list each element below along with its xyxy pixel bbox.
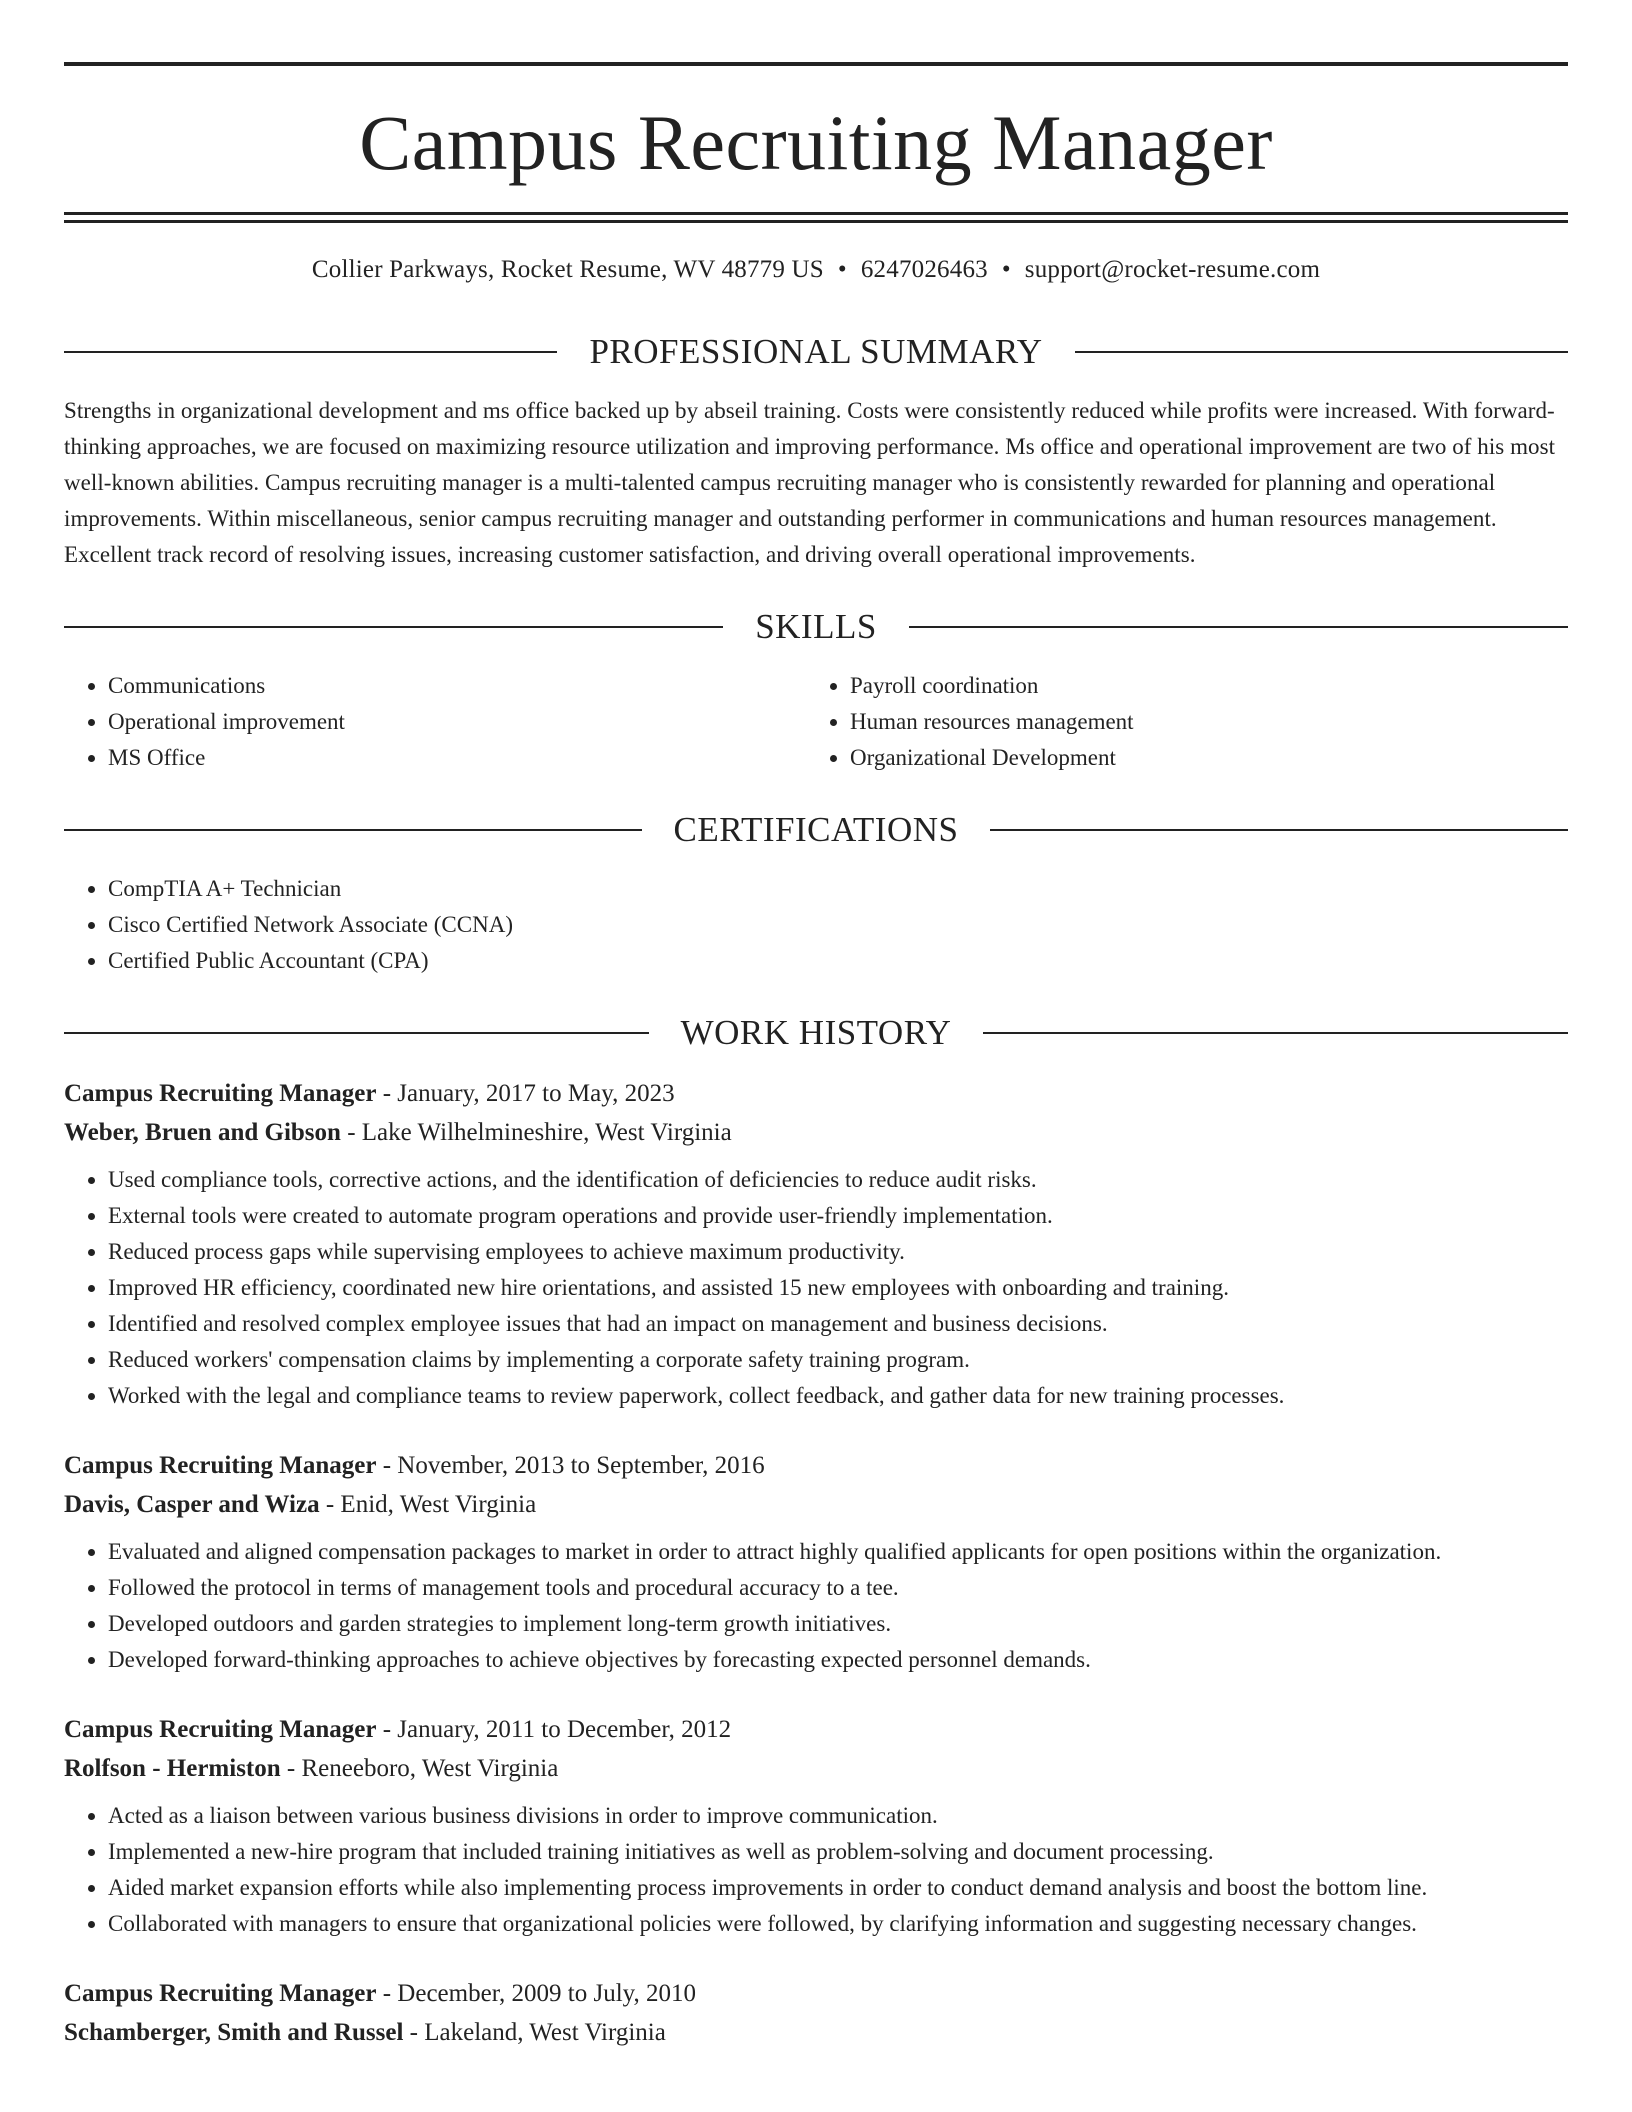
certification-item: • Cisco Certified Network Associate (CCNA): [108, 907, 1568, 943]
job-title-line: [64, 1710, 1568, 1749]
top-rule: [64, 62, 1568, 66]
job-bullet: • Reduced process gaps while supervising employees to achieve maximum productivity.: [108, 1234, 1568, 1270]
summary-text: Strengths in organizational development and ms office backed up by abseil training. Costs were consistently reduced while profits were increased. With forward-thinking approaches, we are focused on maximizing resource utilization and improving performance. Ms office and operational improvement are two of his most well-known abilities. Campus recruiting manager is a multi-talented campus recruiting manager who is consistently rewarded for planning and operational improvements. Within miscellaneous, senior campus recruiting manager and outstanding performer in communications and human resources management. Excellent track record of resolving issues, increasing customer satisfaction, and driving overall operational improvements.: [64, 398, 1556, 567]
section-title-certifications: CERTIFICATIONS: [673, 810, 959, 849]
job-location: - Lakeland, West Virginia: [403, 2019, 666, 2046]
job-entry: [64, 1446, 1568, 1678]
section-title-skills: SKILLS: [755, 607, 877, 646]
job-bullet: • External tools were created to automate program operations and provide user-friendly implementation.: [108, 1198, 1568, 1234]
job-company-line: [64, 2013, 1568, 2052]
divider-line: [64, 829, 642, 831]
divider-line: [990, 829, 1568, 831]
job-title: Campus Recruiting Manager: [64, 1980, 377, 2007]
job-bullet: • Collaborated with managers to ensure that organizational policies were followed, by clarifying information and suggesting necessary changes.: [108, 1906, 1568, 1942]
skills-list-left: [64, 668, 806, 776]
job-company-line: [64, 1749, 1568, 1788]
skills-grid: [64, 668, 1568, 776]
job-bullet: • Developed outdoors and garden strategies to implement long-term growth initiatives.: [108, 1606, 1568, 1642]
job-bullet: • Worked with the legal and compliance teams to review paperwork, collect feedback, and gather data for new training processes.: [108, 1378, 1568, 1414]
section-header-certifications: [64, 812, 1568, 847]
divider-line: [64, 351, 557, 353]
contact-email[interactable]: support@rocket-resume.com: [1024, 256, 1321, 283]
job-bullet: • Implemented a new-hire program that included training initiatives as well as problem-solving and document processing.: [108, 1834, 1568, 1870]
divider-line: [64, 1032, 649, 1034]
contact-separator: •: [1001, 256, 1011, 283]
skill-item: • Payroll coordination: [850, 668, 1548, 704]
job-title: Campus Recruiting Manager: [64, 1080, 377, 1107]
job-company: Schamberger, Smith and Russel: [64, 2019, 404, 2046]
job-dates: - December, 2009 to July, 2010: [376, 1980, 697, 2007]
job-bullet: • Used compliance tools, corrective actions, and the identification of deficiencies to reduce audit risks.: [108, 1162, 1568, 1198]
contact-separator: •: [837, 256, 847, 283]
job-bullets: [64, 1798, 1568, 1942]
job-company: Rolfson - Hermiston: [64, 1755, 281, 1782]
job-title-line: [64, 1974, 1568, 2013]
job-title-line: [64, 1446, 1568, 1485]
certifications-list: [64, 871, 1568, 979]
skills-list-right: [806, 668, 1548, 776]
job-bullets: [64, 1162, 1568, 1414]
section-title-work-history: WORK HISTORY: [680, 1013, 952, 1052]
job-entry: [64, 1074, 1568, 1414]
job-bullets: [64, 1534, 1568, 1678]
title-double-rule: [64, 212, 1568, 223]
skill-item: • Human resources management: [850, 704, 1548, 740]
job-company-line: [64, 1113, 1568, 1152]
divider-line: [983, 1032, 1568, 1034]
resume-title: Campus Recruiting Manager: [359, 99, 1273, 186]
section-header-skills: [64, 609, 1568, 644]
job-entry: [64, 1974, 1568, 2052]
divider-line: [64, 626, 723, 628]
section-header-summary: [64, 334, 1568, 369]
divider-line: [909, 626, 1568, 628]
job-company: Davis, Casper and Wiza: [64, 1491, 320, 1518]
job-entry: [64, 1710, 1568, 1942]
section-title-summary: PROFESSIONAL SUMMARY: [589, 332, 1043, 371]
certification-item: • Certified Public Accountant (CPA): [108, 943, 1568, 979]
job-bullet: • Acted as a liaison between various business divisions in order to improve communication.: [108, 1798, 1568, 1834]
job-title-line: [64, 1074, 1568, 1113]
job-dates: - January, 2011 to December, 2012: [376, 1716, 732, 1743]
job-bullet: • Identified and resolved complex employee issues that had an impact on management and business decisions.: [108, 1306, 1568, 1342]
job-bullet: • Aided market expansion efforts while also implementing process improvements in order to conduct demand analysis and boost the bottom line.: [108, 1870, 1568, 1906]
job-location: - Lake Wilhelmineshire, West Virginia: [340, 1119, 732, 1146]
job-company-line: [64, 1485, 1568, 1524]
job-company: Weber, Bruen and Gibson: [64, 1119, 341, 1146]
job-dates: - November, 2013 to September, 2016: [376, 1452, 765, 1479]
skill-item: • Communications: [108, 668, 806, 704]
job-bullet: • Reduced workers' compensation claims by implementing a corporate safety training program.: [108, 1342, 1568, 1378]
certification-item: • CompTIA A+ Technician: [108, 871, 1568, 907]
skill-item: • MS Office: [108, 740, 806, 776]
section-header-work-history: [64, 1015, 1568, 1050]
job-bullet: • Followed the protocol in terms of management tools and procedural accuracy to a tee.: [108, 1570, 1568, 1606]
job-dates: - January, 2017 to May, 2023: [376, 1080, 675, 1107]
job-bullet: • Developed forward-thinking approaches to achieve objectives by forecasting expected personnel demands.: [108, 1642, 1568, 1678]
job-location: - Enid, West Virginia: [319, 1491, 537, 1518]
skill-item: • Operational improvement: [108, 704, 806, 740]
skill-item: • Organizational Development: [850, 740, 1548, 776]
job-title: Campus Recruiting Manager: [64, 1716, 377, 1743]
divider-line: [1075, 351, 1568, 353]
job-bullet: • Evaluated and aligned compensation packages to market in order to attract highly qualified applicants for open positions within the organization.: [108, 1534, 1568, 1570]
job-title: Campus Recruiting Manager: [64, 1452, 377, 1479]
job-location: - Reneeboro, West Virginia: [280, 1755, 559, 1782]
contact-phone: 6247026463: [860, 256, 988, 283]
resume-page: [64, 0, 1568, 2052]
contact-line: [64, 256, 1568, 284]
job-bullet: • Improved HR efficiency, coordinated new hire orientations, and assisted 15 new employees with onboarding and training.: [108, 1270, 1568, 1306]
contact-address: Collier Parkways, Rocket Resume, WV 48779 US: [311, 256, 824, 283]
